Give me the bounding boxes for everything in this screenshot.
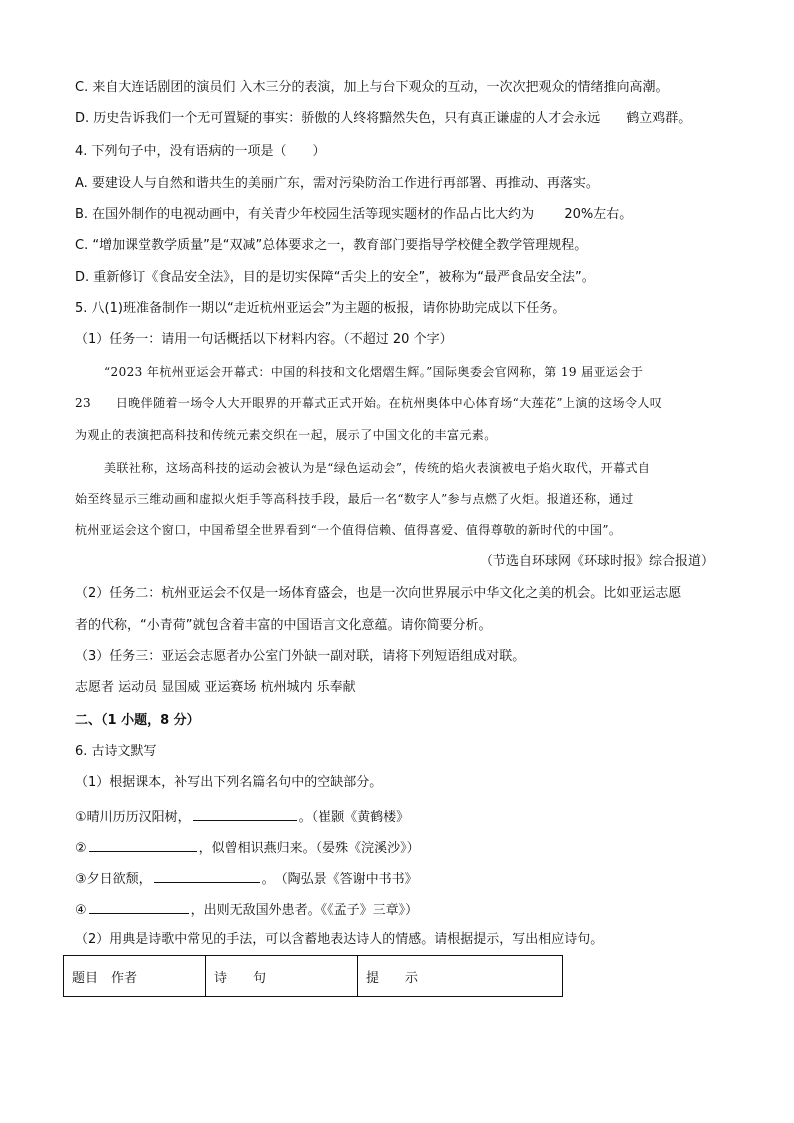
question-6-part-1-prompt: （1）根据课本，补写出下列名篇名句中的空缺部分。: [75, 775, 383, 790]
fill-2-blank[interactable]: [89, 837, 197, 852]
fill-4-prefix: ④: [75, 903, 87, 918]
task-2-prompt-line-1: （2）任务二：杭州亚运会不仅是一场体育盛会，也是一次向世界展示中华文化之美的机会。比如亚运志愿: [75, 586, 682, 601]
question-4-stem: 4. 下列句子中，没有语病的一项是（ ）: [75, 144, 326, 159]
fill-3-suffix: 。 （陶弘景《答谢中书书》: [261, 872, 418, 887]
fill-1-blank[interactable]: [193, 806, 297, 821]
fill-1-prefix: ①晴川历历汉阳树，: [75, 810, 191, 825]
question-4-option-a: A. 要建设人与自然和谐共生的美丽广东，需对污染防治工作进行再部署、再推动、再落实。: [75, 176, 599, 191]
fill-in-item-3: [75, 868, 418, 889]
material-line-3: 为观止的表演把高科技和传统元素交织在一起，展示了中国文化的丰富元素。: [75, 428, 497, 442]
material-source: （节选自环球网《环球时报》综合报道）: [480, 554, 715, 569]
fill-4-suffix: ，出则无敌国外患者。《《孟子》三章》）: [190, 903, 419, 918]
material-line-2: 23 日晚伴随着一场令人大开眼界的开幕式正式开始。在杭州奥体中心体育场“大莲花”上演的这场令人叹: [75, 396, 663, 410]
fill-in-item-2: [75, 837, 420, 858]
couplet-phrases: 志愿者 运动员 显国威 亚运赛场 杭州城内 乐奉献: [75, 680, 356, 695]
poem-table: [63, 955, 563, 997]
fill-3-blank[interactable]: [154, 868, 260, 883]
fill-4-blank[interactable]: [89, 899, 189, 914]
question-4-option-c: C. “增加课堂教学质量”是“双减”总体要求之一，教育部门要指导学校健全教学管理规程。: [75, 238, 588, 253]
task-3-prompt: （3）任务三：亚运会志愿者办公室门外缺一副对联，请将下列短语组成对联。: [75, 649, 526, 664]
question-6-stem: 6. 古诗文默写: [75, 744, 157, 759]
section-2-heading: 二、（1 小题，8 分）: [75, 713, 200, 728]
fill-3-prefix: ③夕日欲颓，: [75, 872, 152, 887]
task-2-prompt-line-2: 者的代称，“小青荷”就包含着丰富的中国语言文化意蕴。请你简要分析。: [75, 618, 492, 633]
fill-in-item-4: [75, 899, 418, 920]
material-line-6: 杭州亚运会这个窗口，中国希望全世界看到“一个值得信赖、值得喜爱、值得尊敬的新时代的中国”。: [75, 523, 622, 537]
question-6-part-2-prompt: （2）用典是诗歌中常见的手法，可以含蓄地表达诗人的情感。请根据提示，写出相应诗句。: [75, 932, 604, 947]
fill-1-suffix: 。（崔颢《黄鹤楼》: [298, 810, 410, 825]
question-5-stem: 5. 八(1)班准备制作一期以“走近杭州亚运会”为主题的板报，请你协助完成以下任务。: [75, 301, 566, 316]
table-header-verse: 诗 句: [206, 956, 358, 997]
table-row: [64, 956, 563, 997]
material-line-4: 美联社称，这场高科技的运动会被认为是“绿色运动会”，传统的焰火表演被电子焰火取代，开幕式自: [104, 461, 651, 475]
fill-2-suffix: ，似曾相识燕归来。（晏殊《浣溪沙》）: [198, 841, 420, 856]
option-d-text: D. 历史告诉我们一个无可置疑的事实：骄傲的人终将黯然失色，只有真正谦虚的人才会永远 鹤立鸡群。: [75, 111, 692, 126]
table-header-hint: 提 示: [358, 956, 563, 997]
material-line-5: 始至终显示三维动画和虚拟火炬手等高科技手段，最后一名“数字人”参与点燃了火炬。报道还称，通过: [75, 492, 634, 506]
fill-in-item-1: [75, 806, 409, 827]
fill-2-prefix: ②: [75, 841, 87, 856]
option-c-text: C. 来自大连话剧团的演员们 入木三分的表演，加上与台下观众的互动，一次次把观众的情绪推向高潮。: [75, 80, 669, 95]
question-4-option-d: D. 重新修订《食品安全法》，目的是切实保障“舌尖上的安全”，被称为“最严食品安全法”。: [75, 270, 595, 285]
task-1-prompt: （1）任务一：请用一句话概括以下材料内容。（不超过 20 个字）: [75, 332, 453, 347]
question-4-option-b: B. 在国外制作的电视动画中，有关青少年校园生活等现实题材的作品占比大约为 20%左右。: [75, 207, 633, 222]
material-line-1: “2023 年杭州亚运会开幕式：中国的科技和文化熠熠生辉。”国际奥委会官网称，第 19 届亚运会于: [104, 365, 644, 379]
table-header-title-author: 题目 作者: [64, 956, 206, 997]
